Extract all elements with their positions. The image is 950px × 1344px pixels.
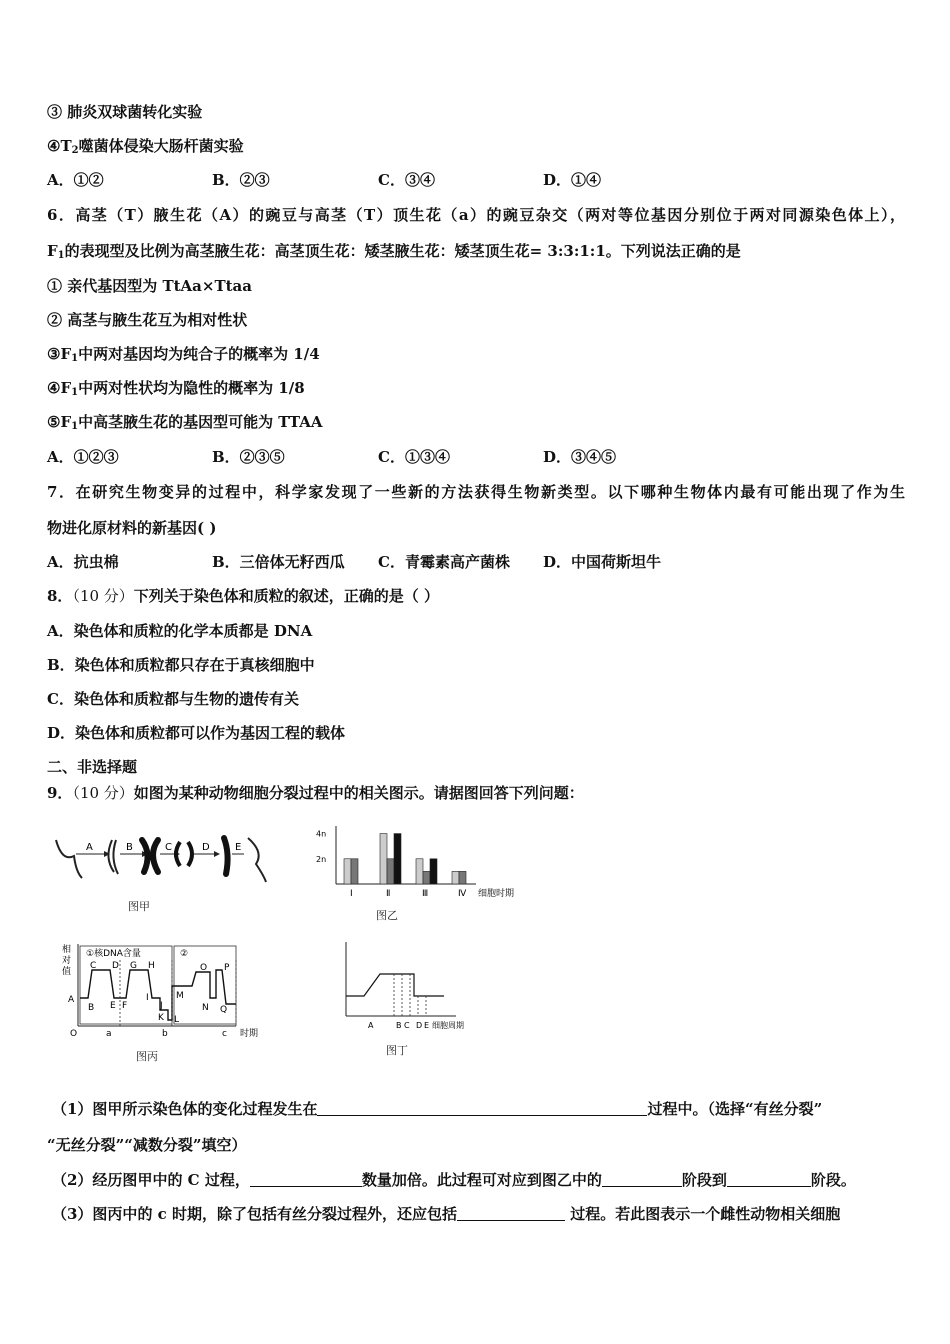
bar-1-a [344, 859, 351, 884]
figure-bing-line-graph [60, 942, 275, 1042]
q6-stem-line1: 6．高茎（T）腋生花（A）的豌豆与高茎（T）顶生花（a）的豌豆杂交（两对等位基因分别位于两对同源染色体上）， [47, 206, 905, 224]
point-d: D [112, 961, 119, 971]
label-d: D [202, 842, 210, 853]
q7-stem-line1: 7．在研究生物变异的过程中，科学家发现了一些新的方法获得生物新类型。以下哪种生物体内最有可能出现了作为生 [47, 483, 905, 501]
q9-part3: （3）图丙中的 c 时期，除了包括有丝分裂过程外，还应包括 过程。若此图表示一个雌性动物相关细胞 [52, 1205, 841, 1223]
q8-option-b: B．染色体和质粒都只存在于真核细胞中 [47, 656, 315, 674]
x-chromosome [142, 840, 158, 872]
figure-ding-line-graph [336, 940, 486, 1034]
content-line [346, 974, 444, 996]
answer-blank-5[interactable] [457, 1205, 565, 1221]
x-mark-e: E [424, 1021, 430, 1030]
q6-stem-line2: $F_1$的表现型及比例为高茎腋生花：高茎顶生花：矮茎腋生花：矮茎顶生花= 3:3:1:1。下列说法正确的是 [47, 242, 741, 261]
caption-bing: 图丙 [136, 1050, 158, 1063]
point-b: B [88, 1003, 95, 1013]
q6-option-d: D．③④⑤ [543, 448, 617, 466]
origin-label: O [70, 1029, 78, 1039]
point-c: C [90, 961, 97, 971]
point-o: O [200, 963, 208, 973]
section-2-heading: 二、非选择题 [47, 758, 138, 776]
q6-option-a: A．①②③ [47, 448, 119, 466]
point-p: P [224, 963, 230, 973]
point-a: A [68, 995, 75, 1005]
figure-yi-bar-chart [314, 820, 534, 904]
bar-1-b [351, 859, 358, 884]
q6-option-b: B．②③⑤ [212, 448, 285, 466]
q8-stem: 8．（10 分）下列关于染色体和质粒的叙述，正确的是（ ） [47, 587, 440, 605]
q7-stem-line2: 物进化原材料的新基因( ) [47, 519, 217, 537]
decondensed-thread [248, 838, 266, 882]
x-mark-c: C [404, 1021, 410, 1030]
point-h: H [148, 961, 155, 971]
bar-2-a [380, 834, 387, 884]
bar-2-c [394, 834, 401, 884]
q8-option-a: A．染色体和质粒的化学本质都是 DNA [47, 622, 313, 640]
q7-option-d: D．中国荷斯坦牛 [543, 553, 662, 571]
point-q: Q [220, 1005, 228, 1015]
point-k: K [158, 1013, 164, 1023]
bar-3-a [416, 859, 423, 884]
bar-4-a [452, 871, 459, 884]
y-tick-4n: 4n [316, 829, 327, 839]
caption-yi: 图乙 [376, 909, 398, 922]
q9-part1-line2: “无丝分裂”“减数分裂”填空） [47, 1136, 247, 1154]
q4-item-3: ③ 肺炎双球菌转化实验 [47, 103, 203, 121]
single-chromosome [224, 838, 228, 874]
q4-option-a: A．①② [47, 171, 104, 189]
point-m: M [176, 991, 184, 1001]
point-g: G [130, 961, 137, 971]
q9-part1-line1: （1）图甲所示染色体的变化过程发生在 过程中。（选择“有丝分裂” [52, 1100, 823, 1118]
q4-item-4: $④T_2$噬菌体侵染大肠杆菌实验 [47, 137, 244, 156]
q6-statement-1: ① 亲代基因型为 TtAa×Ttaa [47, 277, 252, 295]
x-tick-4: Ⅳ [458, 889, 467, 899]
q6-statement-2: ② 高茎与腋生花互为相对性状 [47, 311, 248, 329]
legend-dna: ①核DNA含量 [86, 949, 141, 959]
q7-option-a: A．抗虫棉 [47, 553, 119, 571]
label-b: B [126, 842, 133, 853]
q6-statement-4: $④F_1$中两对性状均为隐性的概率为 1/8 [47, 379, 305, 398]
q8-option-c: C．染色体和质粒都与生物的遗传有关 [47, 690, 299, 708]
label-c: C [165, 842, 172, 853]
caption-ding: 图丁 [386, 1044, 408, 1057]
q9-part2: （2）经历图甲中的 C 过程， 数量加倍。此过程可对应到图乙中的 阶段到 阶段。 [52, 1171, 856, 1189]
x-axis-label: 细胞周期 [432, 1021, 464, 1030]
q6-statement-5: $⑤F_1$中高茎腋生花的基因型可能为 TTAA [47, 413, 323, 432]
bar-4-b [459, 871, 466, 884]
point-e: E [110, 1001, 116, 1011]
point-i: I [146, 993, 149, 1003]
x-tick-3: Ⅲ [422, 889, 429, 899]
x-mark-a: a [106, 1029, 112, 1039]
answer-blank-3[interactable] [602, 1171, 682, 1187]
q4-option-b: B．②③ [212, 171, 270, 189]
x-tick-1: Ⅰ [350, 889, 353, 899]
label-e: E [235, 842, 242, 853]
legend-2: ② [180, 949, 189, 959]
q9-stem: 9．（10 分）如图为某种动物细胞分裂过程中的相关图示。请据图回答下列问题： [47, 784, 584, 802]
q6-option-c: C．①③④ [378, 448, 450, 466]
x-tick-2: Ⅱ [386, 889, 391, 899]
q4-option-c: C．③④ [378, 171, 435, 189]
y-label-2: 对 [62, 956, 72, 966]
x-mark-b: B [396, 1021, 402, 1030]
bar-2-b [387, 859, 394, 884]
q7-option-b: B．三倍体无籽西瓜 [212, 553, 345, 571]
replicated-thread [108, 840, 118, 874]
q6-statement-3: $③F_1$中两对基因均为纯合子的概率为 1/4 [47, 345, 320, 364]
label-a: A [86, 842, 93, 853]
x-mark-d: D [416, 1021, 423, 1030]
point-l: L [174, 1015, 180, 1025]
bar-3-c [430, 859, 437, 884]
answer-blank-1[interactable] [317, 1100, 647, 1116]
bar-3-b [423, 871, 430, 884]
y-label-3: 值 [62, 967, 72, 977]
point-n: N [202, 1003, 209, 1013]
figure-jia [52, 832, 272, 892]
q4-option-d: D．①④ [543, 171, 602, 189]
chromatin-thread [56, 840, 82, 878]
q7-option-c: C．青霉素高产菌株 [378, 553, 510, 571]
q8-option-d: D．染色体和质粒都可以作为基因工程的载体 [47, 724, 346, 742]
x-mark-a: A [368, 1021, 374, 1030]
point-j: J [160, 1001, 163, 1011]
x-mark-c: c [222, 1029, 227, 1039]
caption-jia: 图甲 [128, 900, 150, 913]
answer-blank-4[interactable] [727, 1171, 811, 1187]
x-mark-b: b [162, 1029, 168, 1039]
y-label-1: 相 [62, 945, 72, 955]
x-axis-label: 细胞时期 [478, 889, 515, 899]
point-f: F [122, 1001, 128, 1011]
x-axis-label: 时期 [240, 1029, 259, 1039]
answer-blank-2[interactable] [250, 1171, 362, 1187]
y-tick-2n: 2n [316, 854, 327, 864]
